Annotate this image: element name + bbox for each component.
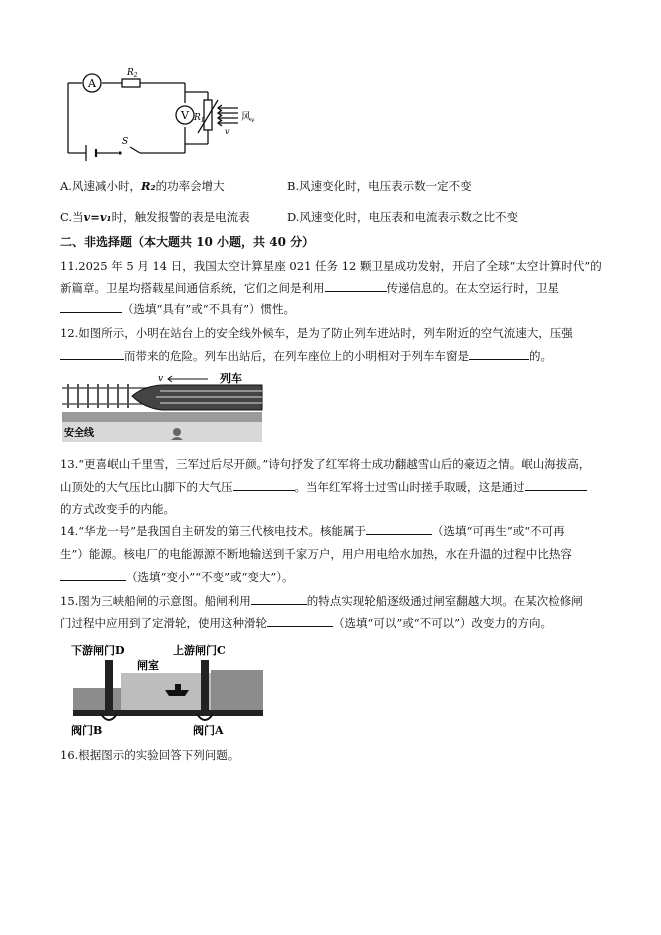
gate-d-label: 下游闸门D (71, 644, 125, 657)
resistor-r2 (122, 79, 140, 87)
option-b: B.风速变化时，电压表示数一定不变 (287, 179, 472, 193)
train-figure (60, 372, 265, 444)
svg-text:v: v (158, 374, 164, 384)
resistor-r1-label: $R_1$ (194, 113, 205, 124)
safety-line-label: 安全线 (64, 428, 94, 439)
svg-text:S: S (122, 137, 129, 147)
q14-line1: 14.“华龙一号”是我国自主研发的第三代核电技术。核能属于 （选填“可再生”或“不可再 (60, 524, 565, 538)
v-equals-v1-symbol: v=v₁ (83, 210, 112, 224)
option-a: A.风速减小时，R₂的功率会增大 (60, 179, 225, 193)
wind-label: 风$_v$ (241, 112, 255, 124)
valve-a-label: 阀门A (193, 724, 224, 737)
option-d: D.风速变化时，电压表和电流表示数之比不变 (287, 210, 518, 224)
q12-line2: 而带来的危险。列车出站后，在列车座位上的小明相对于列车车窗是 的。 (60, 347, 552, 365)
q11-line1: 11.2025 年 5 月 14 日，我国太空计算星座 021 任务 12 颗卫星成功发射，开启了全球“太空计算时代”的 (60, 259, 602, 273)
valve-b-label: 阀门B (71, 724, 103, 737)
option-c: C.当v=v₁时，触发报警的表是电流表 (60, 210, 250, 224)
q15-line1: 15.图为三峡船闸的示意图。船闸利用 的特点实现轮船逐级通过闸室翻越大坝。在某次检修闸 (60, 594, 583, 608)
voltmeter (176, 106, 194, 124)
svg-text:V: V (181, 109, 189, 122)
battery (86, 145, 96, 161)
circuit-diagram (60, 60, 260, 170)
q13-line1: 13.“更喜岷山千里雪，三军过后尽开颜。”诗句抒发了红军将士成功翻越雪山后的豪迈之情。岷山海拔高， (60, 457, 591, 471)
ship-lock-figure (65, 638, 265, 740)
ammeter (83, 74, 101, 92)
svg-text:R2: $R_2$ (127, 68, 138, 79)
q15-line2: 门过程中应用到了定滑轮，使用这种滑轮 （选填“可以”或“不可以”）改变力的方向。 (60, 616, 553, 630)
train-label: 列车 (220, 372, 242, 385)
q12-line1: 12.如图所示，小明在站台上的安全线外候车，是为了防止列车进站时，列车附近的空气流速大，压强 (60, 326, 573, 340)
q16-line: 16.根据图示的实验回答下列问题。 (60, 748, 240, 762)
q14-line2: 生”）能源。核电厂的电能源源不断地输送到千家万户，用户用电给水加热，水在升温的过程中比热容 (60, 547, 572, 561)
switch (118, 137, 128, 155)
r2-symbol: R₂ (140, 179, 156, 193)
svg-text:A: A (88, 77, 96, 90)
q11-line2: 新篇章。卫星均搭载星间通信系统，它们之间是利用 传递信息的。在太空运行时，卫星 (60, 281, 559, 295)
svg-text:v: v (225, 127, 230, 136)
gate-c-label: 上游闸门C (173, 644, 226, 657)
q11-line3: （选填“具有”或“不具有”）惯性。 (60, 300, 295, 318)
section-heading: 二、非选择题（本大题共 10 小题，共 40 分） (60, 235, 315, 249)
q13-line3: 的方式改变手的内能。 (60, 502, 175, 516)
chamber-label: 闸室 (137, 659, 159, 672)
q13-line2: 山顶处的大气压比山脚下的大气压 。当年红军将士过雪山时搓手取暖，这是通过 (60, 478, 587, 496)
q14-line3: （选填“变小”“不变”或“变大”）。 (60, 568, 294, 586)
